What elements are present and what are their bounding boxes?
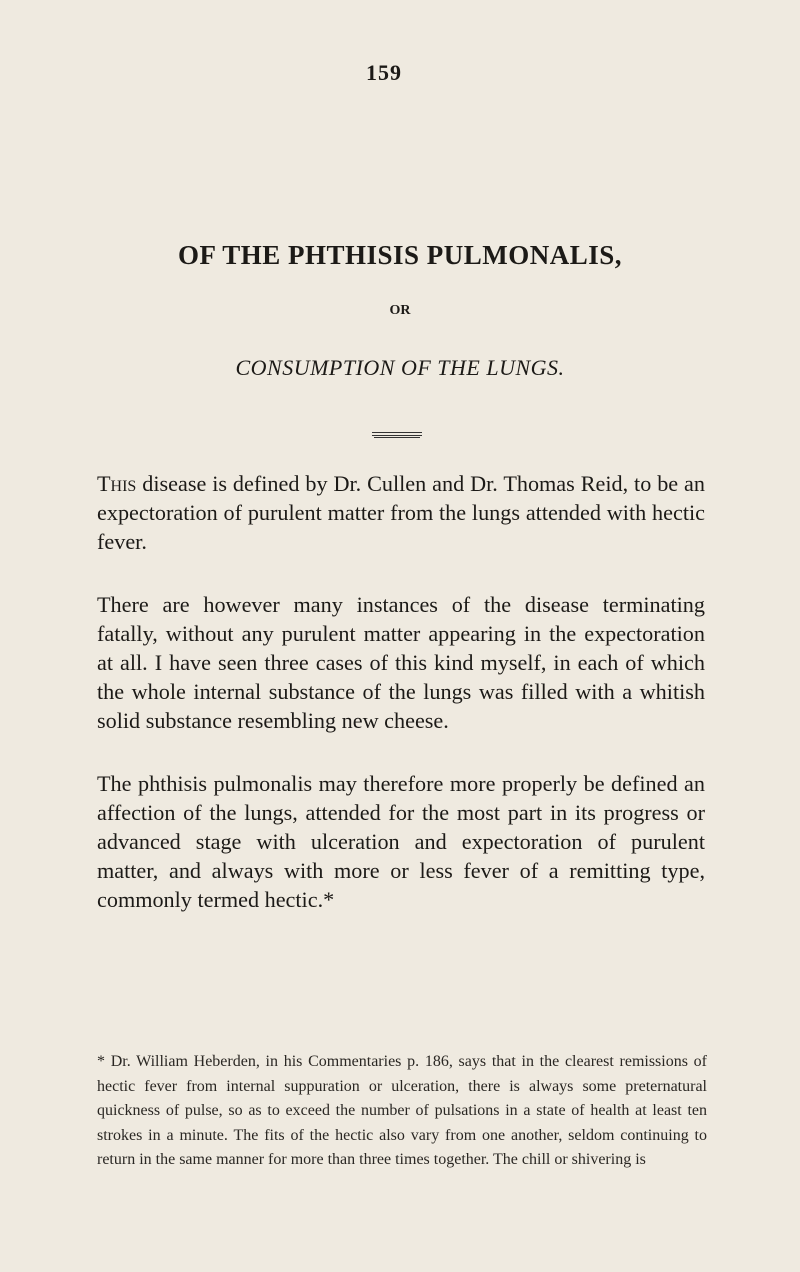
- body-text: [97, 470, 705, 949]
- title-connector: OR: [389, 303, 411, 318]
- page-number: 159: [366, 60, 402, 85]
- paragraph-text: disease is defined by Dr. Cullen and Dr. Thomas Reid, to be an expectoration of purulent matter from the lungs attended with hectic fever.: [97, 471, 705, 554]
- chapter-subtitle: CONSUMPTION OF THE LUNGS.: [235, 355, 565, 380]
- paragraph: [97, 470, 705, 556]
- paragraph: The phthisis pulmonalis may therefore more properly be defined an affection of the lungs, attended for the most part in its progress or advanced stage with ulceration and expectoration of purulent matter, and always with more or less fever of a remitting type, commonly termed hectic.*: [97, 771, 705, 912]
- paragraph: There are however many instances of the disease terminating fatally, without any purulent matter appearing in the expectoration at all. I have seen three cases of this kind myself, in each of which the whole internal substance of the lungs was filled with a whitish solid substance resembling new cheese.: [97, 592, 705, 733]
- paragraph-lead-word: This: [97, 471, 137, 496]
- footnote-text: * Dr. William Heberden, in his Commentaries p. 186, says that in the clearest remissions of hectic fever from internal suppuration or ulceration, there is always some preternatural quickness of pulse, so as to exceed the number of pulsations in a state of health at least ten strokes in a minute. The fits of the hectic also vary from one another, seldom continuing to return in the same manner for more than three times together. The chill or shivering is: [97, 1053, 707, 1168]
- footnote: [97, 1050, 707, 1173]
- chapter-title: OF THE PHTHISIS PULMONALIS,: [177, 240, 623, 270]
- section-divider-line: [374, 437, 420, 438]
- section-divider: [372, 432, 422, 436]
